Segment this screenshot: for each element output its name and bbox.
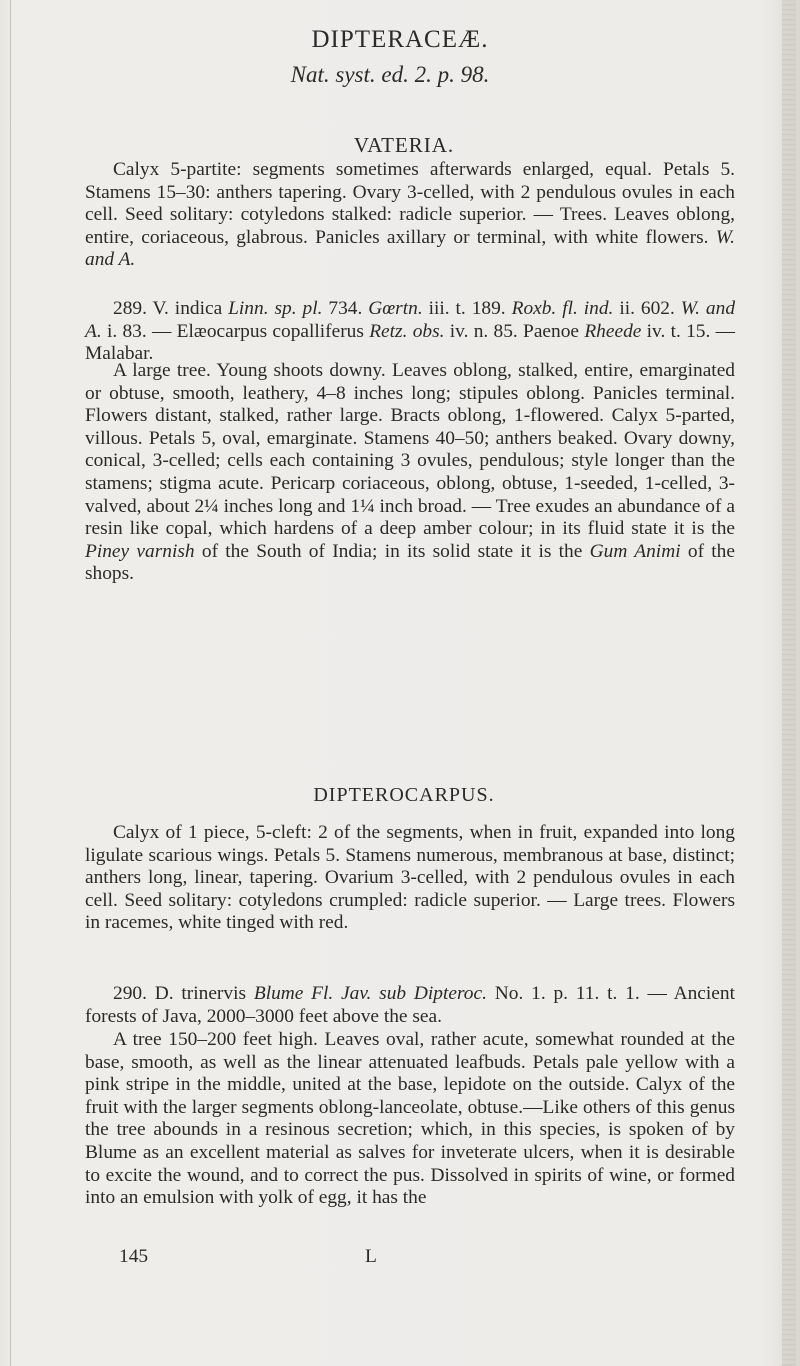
species-ref-6-page: iv. t. 15. — Malabar. xyxy=(85,320,735,365)
species-name: V. indica xyxy=(152,298,223,319)
species-description-text: A large tree. Young shoots downy. Leaves oblong, stalked, entire, emarginated or obtuse, smooth, leathery, 4–8 inches long; stipules oblong. Panicles terminal. Flowers distant, stalked, rather large. Bracts oblong, 1-flowered. Calyx 5-parted, villous. Petals 5, oval, emarginate. Stamens 40–50; anthers beaked. Ovary downy, conical, 3-celled; cells each containing 3 ovules, pendulous; style longer than the stamens; stigma acute. Pericarp coriaceous, oblong, obtuse, 1-seeded, 1-celled, 3-valved, about 2¼ inches long and 1¼ inch broad. — Tree exudes an abundance of a resin like copal, which hardens of a deep amber colour; in its fluid state it is the xyxy=(85,360,735,540)
species-ref-4-page: i. 83. — Elæocarpus copalliferus xyxy=(106,320,364,342)
species-number: 289. xyxy=(113,298,147,319)
species-description-vateria-indica xyxy=(85,360,735,586)
species-name: D. trinervis xyxy=(154,983,247,1004)
species-ref-1-page: No. 1. p. 11. t. 1. — Ancient forests of Java, 2000–3000 feet above the sea. xyxy=(85,983,735,1027)
species-ref-3-page: ii. 602. xyxy=(619,298,675,319)
genus-description-authority: W. and A. xyxy=(85,226,735,271)
species-ref-3: Roxb. fl. ind. xyxy=(511,298,614,319)
gum-animi-term: Gum Animi xyxy=(589,540,681,562)
species-ref-2-page: iii. t. 189. xyxy=(428,298,506,319)
genus-description-text: Calyx 5-partite: segments sometimes afterwards enlarged, equal. Petals 5. Stamens 15–30: anthers tapering. Ovary 3-celled, with 2 pendulous ovules in each cell. Seed solitary: cotyledons stalked: radicle superior. — Trees. Leaves oblong, entire, coriaceous, glabrous. Panicles axillary or terminal, with white flowers. xyxy=(85,159,735,248)
genus-description-vateria xyxy=(85,159,735,272)
page-edge-shadow xyxy=(782,0,796,1366)
species-heading-dipterocarpus-trinervis xyxy=(85,983,735,1028)
genus-description-dipterocarpus: Calyx of 1 piece, 5-cleft: 2 of the segments, when in fruit, expanded into long ligulate scarious wings. Petals 5. Stamens numerous, membranous at base, distinct; anthers long, linear, tapering. Ovarium 3-celled, with 2 pendulous ovules in each cell. Seed solitary: cotyledons crumpled: radicle superior. — Large trees. Flowers in racemes, white tinged with red. xyxy=(85,822,735,934)
genus-title-vateria: VATERIA. xyxy=(353,133,455,157)
genus-title-dipterocarpus: DIPTEROCARPUS. xyxy=(313,784,495,806)
species-ref-4: W. and A. xyxy=(85,298,736,342)
page-number: 145 xyxy=(119,1246,149,1267)
signature-mark: L xyxy=(365,1246,377,1267)
species-description-dipterocarpus-trinervis: A tree 150–200 feet high. Leaves oval, rather acute, somewhat rounded at the base, smooth, as well as the linear attenuated leafbuds. Petals pale yellow with a pink stripe in the middle, united at the base, lepidote on the outside. Calyx of the fruit with the larger segments oblong-lanceolate, obtuse.—Like others of this genus the tree abounds in a resinous secretion; which, in this species, is spoken of by Blume as an excellent material as salves for inveterate ulcers, when it is desirable to excite the wound, and to correct the pus. Dissolved in spirits of wine, or formed into an emulsion with yolk of egg, it has the xyxy=(85,1029,735,1209)
species-number: 290. xyxy=(113,983,147,1004)
species-ref-6: Rheede xyxy=(584,320,642,342)
species-ref-1-page: 734. xyxy=(328,298,363,319)
species-ref-5: Retz. obs. xyxy=(369,320,445,342)
species-ref-1: Linn. sp. pl. xyxy=(228,298,323,319)
species-description-mid: of the South of India; in its solid state it is the xyxy=(201,540,583,562)
family-title: DIPTERACEÆ. xyxy=(311,26,489,53)
species-description-end: of the shops. xyxy=(85,540,735,585)
species-heading-vateria-indica xyxy=(85,298,735,366)
species-ref-1: Blume Fl. Jav. sub Dipteroc. xyxy=(253,983,487,1004)
page-gutter-line xyxy=(10,0,11,1366)
species-ref-2: Gœrtn. xyxy=(368,298,423,319)
piney-varnish-term: Piney varnish xyxy=(85,540,195,562)
species-ref-5-page: iv. n. 85. Paenoe xyxy=(449,320,580,342)
natural-system-reference: Nat. syst. ed. 2. p. 98. xyxy=(290,62,490,87)
